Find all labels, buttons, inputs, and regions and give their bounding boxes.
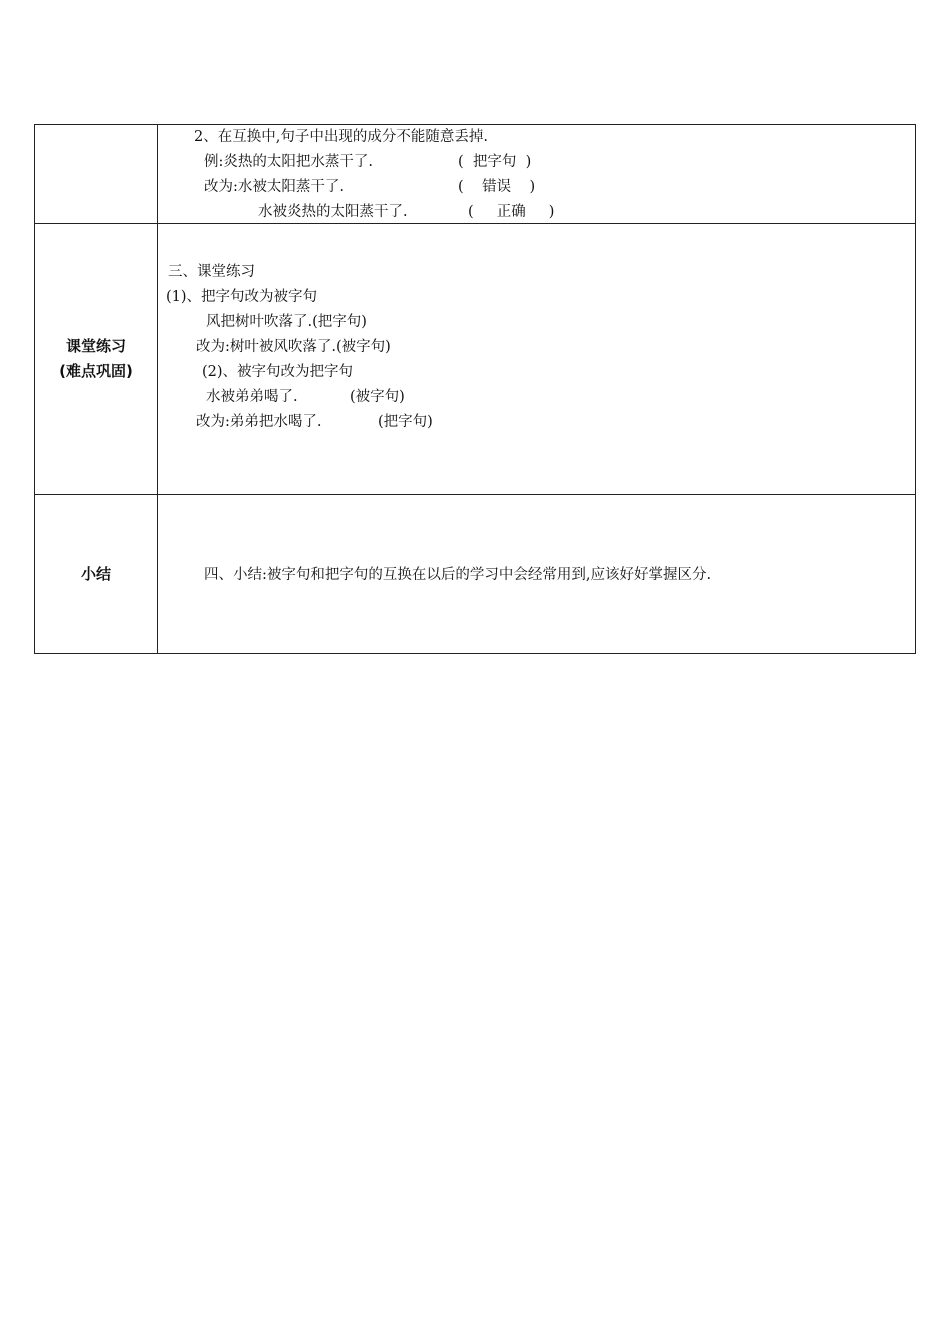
lesson-plan-table xyxy=(34,124,916,654)
corrected-sentence-verdict: ( 正确 ) xyxy=(468,204,555,220)
row-label-line-1: 课堂练习 xyxy=(65,337,126,355)
practice-item-2-title: (2)、被字句改为把字句 xyxy=(202,364,354,380)
practice-item-2-sentence: 水被弟弟喝了. xyxy=(206,389,298,405)
practice-item-1-answer: 改为:树叶被风吹落了.(被字句) xyxy=(196,339,391,355)
changed-sentence-verdict: ( 错误 ) xyxy=(458,179,536,195)
content-cell-practice xyxy=(158,224,916,495)
content-cell-rules xyxy=(158,125,916,224)
table-row xyxy=(35,495,916,654)
practice-item-2-answer-type: (把字句) xyxy=(378,414,433,430)
practice-item-2-sentence-type: (被字句) xyxy=(350,389,405,405)
practice-item-1-title: (1)、把字句改为被字句 xyxy=(166,289,318,305)
practice-item-2-answer: 改为:弟弟把水喝了. xyxy=(196,414,322,430)
content-cell-summary xyxy=(158,495,916,654)
row-label-classroom-practice xyxy=(35,224,158,495)
row-label-empty xyxy=(35,125,158,224)
example-sentence: 例:炎热的太阳把水蒸干了. xyxy=(204,154,373,170)
summary-text: 四、小结:被字句和把字句的互换在以后的学习中会经常用到,应该好好掌握区分. xyxy=(204,567,712,583)
changed-sentence: 改为:水被太阳蒸干了. xyxy=(204,179,344,195)
table-row xyxy=(35,125,916,224)
practice-heading: 三、课堂练习 xyxy=(168,264,255,280)
row-label-line-2: (难点巩固) xyxy=(59,362,133,380)
row-label-summary xyxy=(35,495,158,654)
example-sentence-type: ( 把字句 ) xyxy=(458,154,532,170)
corrected-sentence: 水被炎热的太阳蒸干了. xyxy=(258,204,408,220)
practice-item-1-sentence: 风把树叶吹落了.(把字句) xyxy=(206,314,367,330)
rule-point-2: 2、在互换中,句子中出现的成分不能随意丢掉. xyxy=(194,129,488,145)
table-row xyxy=(35,224,916,495)
row-label-text: 小结 xyxy=(80,564,111,583)
